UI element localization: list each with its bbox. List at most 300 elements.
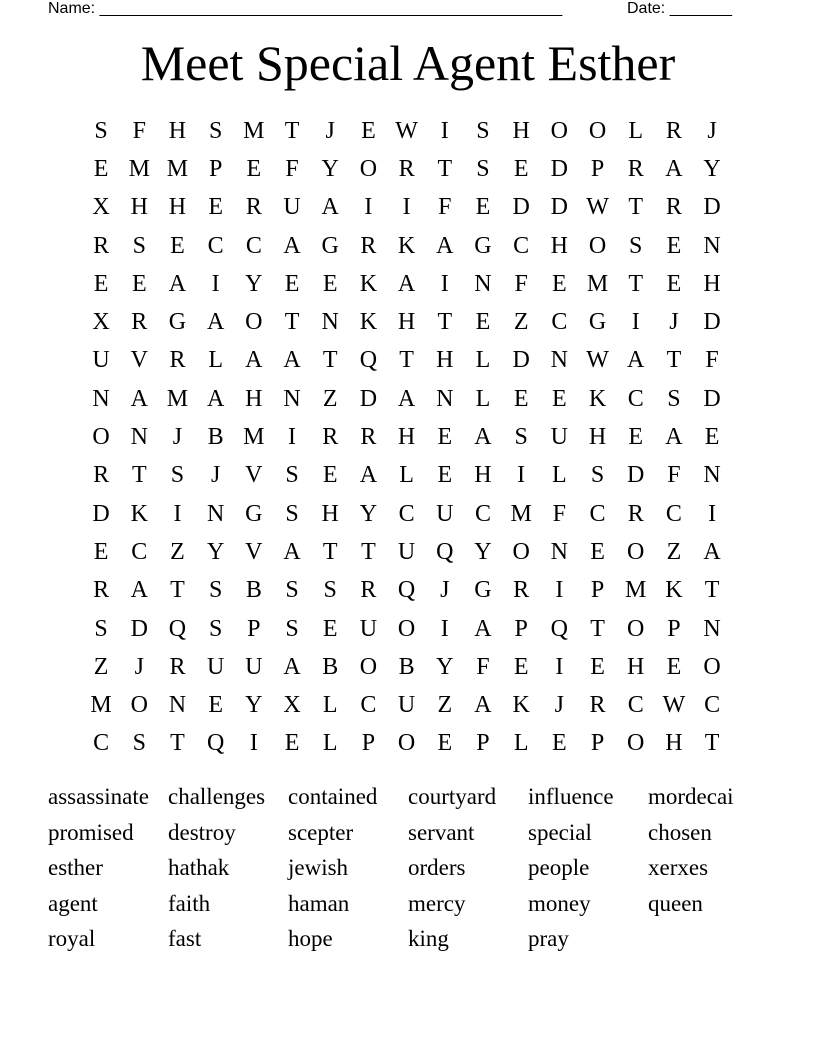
grid-letter: E	[93, 270, 109, 297]
grid-letter: H	[550, 232, 569, 259]
grid-letter: D	[703, 309, 721, 336]
grid-letter: G	[474, 577, 492, 604]
word-bank-item: challenges	[168, 784, 266, 809]
grid-letter: G	[588, 309, 607, 336]
grid-letter: I	[440, 615, 449, 642]
grid-letter: E	[284, 730, 300, 757]
grid-letter: C	[704, 692, 721, 719]
word-bank-item: influence	[528, 784, 614, 809]
grid-letter: U	[283, 194, 301, 221]
word-bank-item: chosen	[648, 819, 712, 845]
grid-letter: R	[131, 309, 148, 336]
grid-letter: M	[243, 424, 265, 451]
grid-letter: I	[555, 653, 564, 680]
grid-letter: Q	[206, 730, 225, 757]
grid-letter: R	[665, 194, 682, 221]
grid-letter: Q	[397, 577, 416, 604]
grid-letter: A	[665, 155, 683, 182]
grid-letter: T	[322, 347, 338, 374]
grid-letter: S	[590, 462, 605, 489]
grid-letter: I	[708, 500, 717, 527]
grid-letter: C	[474, 500, 491, 527]
grid-letter: N	[168, 692, 187, 719]
grid-letter: R	[627, 155, 644, 182]
grid-letter: E	[93, 538, 109, 565]
grid-letter: O	[130, 692, 148, 719]
grid-letter: I	[211, 270, 220, 297]
grid-letter: R	[360, 232, 377, 259]
grid-letter: P	[476, 730, 490, 757]
grid-letter: N	[283, 385, 301, 412]
grid-letter: Z	[437, 692, 453, 719]
grid-letter: E	[475, 309, 491, 336]
grid-letter: M	[625, 577, 647, 604]
grid-letter: R	[665, 117, 682, 144]
grid-letter: S	[514, 424, 528, 451]
grid-letter: E	[437, 730, 453, 757]
grid-letter: P	[590, 730, 605, 757]
grid-letter: A	[474, 615, 492, 642]
grid-letter: O	[397, 730, 416, 757]
grid-letter: L	[628, 117, 644, 144]
grid-letter: E	[284, 270, 300, 297]
grid-letter: T	[170, 577, 185, 604]
grid-letter: D	[92, 500, 110, 527]
grid-letter: Y	[245, 692, 263, 719]
word-bank-item: faith	[168, 890, 211, 916]
grid-letter: Y	[245, 270, 263, 297]
grid-letter: C	[627, 385, 644, 412]
grid-letter: I	[555, 577, 564, 604]
grid-letter: I	[631, 309, 640, 336]
grid-letter: W	[586, 347, 609, 374]
grid-letter: K	[359, 309, 378, 336]
grid-letter: D	[550, 155, 569, 182]
grid-letter: I	[402, 194, 411, 221]
grid-letter: D	[512, 194, 530, 221]
grid-letter: V	[245, 462, 263, 489]
grid-letter: T	[284, 309, 300, 336]
grid-letter: H	[130, 194, 148, 221]
grid-letter: H	[245, 385, 263, 412]
grid-letter: E	[513, 385, 529, 412]
word-bank-item: contained	[288, 784, 378, 809]
grid-letter: J	[669, 309, 679, 336]
grid-letter: T	[361, 538, 376, 565]
grid-letter: L	[475, 347, 491, 374]
grid-letter: L	[322, 692, 338, 719]
grid-letter: U	[245, 653, 263, 680]
grid-letter: A	[397, 385, 416, 412]
grid-letter: H	[474, 462, 492, 489]
grid-letter: L	[552, 462, 567, 489]
grid-letter: I	[249, 730, 258, 757]
word-bank-item: promised	[48, 819, 134, 845]
grid-letter: I	[440, 117, 449, 144]
grid-letter: Y	[474, 538, 492, 565]
grid-letter: I	[517, 462, 526, 489]
grid-letter: I	[440, 270, 449, 297]
grid-letter: A	[283, 347, 301, 374]
grid-letter: S	[285, 462, 299, 489]
grid-letter: F	[705, 347, 719, 374]
grid-letter: R	[93, 232, 110, 259]
grid-letter: J	[172, 424, 183, 451]
grid-letter: N	[550, 347, 569, 374]
grid-letter: R	[93, 577, 110, 604]
grid-letter: T	[628, 270, 644, 297]
grid-letter: E	[131, 270, 147, 297]
grid-letter: N	[321, 309, 339, 336]
grid-letter: P	[208, 155, 223, 182]
grid-letter: H	[703, 270, 721, 297]
word-bank-item: hathak	[168, 855, 230, 881]
grid-letter: L	[208, 347, 223, 374]
grid-letter: K	[359, 270, 378, 297]
word-bank-item: pray	[528, 926, 569, 952]
word-bank-item: orders	[408, 855, 466, 881]
grid-letter: S	[208, 615, 223, 642]
grid-letter: P	[590, 577, 605, 604]
grid-letter: E	[437, 462, 453, 489]
grid-letter: U	[92, 347, 110, 374]
grid-letter: K	[665, 577, 683, 604]
grid-letter: O	[359, 653, 378, 680]
grid-letter: Z	[322, 385, 338, 412]
grid-letter: E	[590, 538, 605, 565]
word-bank-item: xerxes	[648, 855, 709, 881]
grid-letter: S	[170, 462, 185, 489]
grid-letter: E	[437, 424, 453, 451]
grid-letter: O	[245, 309, 263, 336]
grid-letter: R	[169, 653, 186, 680]
grid-letter: R	[245, 194, 262, 221]
grid-letter: Z	[513, 309, 529, 336]
grid-letter: R	[589, 692, 606, 719]
grid-letter: B	[322, 653, 339, 680]
grid-letter: F	[514, 270, 528, 297]
grid-letter: R	[322, 424, 339, 451]
grid-letter: M	[166, 155, 189, 182]
grid-letter: G	[474, 232, 492, 259]
grid-letter: A	[283, 538, 301, 565]
grid-letter: Y	[703, 155, 721, 182]
letter-grid	[82, 112, 732, 763]
grid-letter: O	[92, 424, 110, 451]
grid-letter: K	[397, 232, 416, 259]
grid-letter: O	[588, 117, 607, 144]
grid-letter: R	[360, 424, 377, 451]
grid-letter: E	[361, 117, 376, 144]
grid-letter: Y	[436, 653, 454, 680]
grid-letter: E	[322, 462, 338, 489]
grid-letter: G	[245, 500, 263, 527]
grid-letter: M	[90, 692, 112, 719]
grid-letter: C	[93, 730, 110, 757]
grid-letter: T	[284, 117, 300, 144]
grid-letter: H	[512, 117, 530, 144]
grid-letter: M	[243, 117, 265, 144]
word-bank-item: jewish	[288, 855, 349, 881]
grid-letter: F	[438, 194, 452, 221]
grid-letter: U	[397, 692, 416, 719]
grid-letter: J	[707, 117, 717, 144]
grid-letter: E	[513, 155, 529, 182]
grid-letter: E	[246, 155, 262, 182]
grid-letter: O	[359, 155, 378, 182]
grid-letter: S	[476, 155, 490, 182]
grid-letter: O	[512, 538, 530, 565]
grid-letter: T	[704, 577, 720, 604]
grid-letter: A	[245, 347, 263, 374]
grid-letter: S	[94, 615, 108, 642]
grid-letter: F	[552, 500, 567, 527]
grid-letter: A	[397, 270, 416, 297]
grid-letter: S	[94, 117, 108, 144]
word-bank-item: destroy	[168, 819, 236, 845]
grid-letter: U	[550, 424, 569, 451]
grid-letter: G	[168, 309, 187, 336]
grid-letter: U	[359, 615, 378, 642]
grid-letter: N	[436, 385, 454, 412]
grid-letter: R	[627, 500, 644, 527]
grid-letter: H	[168, 117, 187, 144]
grid-letter: O	[627, 615, 645, 642]
grid-letter: A	[474, 424, 492, 451]
grid-letter: F	[476, 653, 490, 680]
grid-letter: C	[665, 500, 682, 527]
grid-letter: A	[206, 309, 225, 336]
name-field-label: Name: ____________________________________________________	[48, 0, 563, 17]
grid-letter: J	[325, 117, 335, 144]
word-bank	[48, 779, 768, 957]
grid-letter: R	[360, 577, 377, 604]
grid-letter: W	[586, 194, 609, 221]
grid-letter: X	[283, 692, 301, 719]
grid-letter: D	[359, 385, 378, 412]
word-bank-item: queen	[648, 890, 703, 916]
grid-letter: N	[130, 424, 148, 451]
grid-letter: B	[207, 424, 224, 451]
grid-letter: Z	[170, 538, 185, 565]
grid-letter: Z	[666, 538, 682, 565]
word-bank-item: scepter	[288, 819, 354, 845]
grid-letter: B	[398, 653, 415, 680]
grid-letter: S	[132, 232, 146, 259]
grid-letter: E	[666, 232, 682, 259]
grid-letter: M	[128, 155, 150, 182]
word-bank-item: mordecai	[648, 784, 734, 809]
grid-letter: Q	[550, 615, 569, 642]
grid-letter: N	[474, 270, 492, 297]
grid-letter: E	[704, 424, 720, 451]
grid-letter: P	[361, 730, 376, 757]
grid-letter: A	[283, 653, 301, 680]
grid-letter: E	[513, 653, 529, 680]
grid-letter: L	[475, 385, 491, 412]
word-bank-item: courtyard	[408, 784, 497, 809]
grid-letter: T	[704, 730, 720, 757]
grid-letter: A	[474, 692, 492, 719]
grid-letter: L	[322, 730, 338, 757]
page-title: Meet Special Agent Esther	[140, 35, 676, 91]
grid-letter: A	[130, 577, 148, 604]
grid-letter: S	[285, 577, 299, 604]
grid-letter: T	[131, 462, 147, 489]
grid-letter: E	[666, 653, 682, 680]
grid-letter: M	[510, 500, 532, 527]
grid-letter: L	[399, 462, 414, 489]
grid-letter: O	[550, 117, 569, 144]
grid-letter: J	[210, 462, 221, 489]
date-field-label: Date: _______	[627, 0, 732, 17]
grid-letter: O	[397, 615, 416, 642]
grid-letter: H	[397, 309, 416, 336]
grid-letter: O	[588, 232, 607, 259]
word-bank-item: special	[528, 819, 592, 845]
grid-letter: S	[476, 117, 490, 144]
grid-letter: E	[322, 270, 338, 297]
grid-letter: M	[586, 270, 609, 297]
grid-letter: S	[132, 730, 146, 757]
grid-letter: D	[627, 462, 645, 489]
grid-letter: C	[398, 500, 415, 527]
grid-letter: N	[703, 232, 721, 259]
word-bank-item: haman	[288, 890, 350, 916]
grid-letter: A	[206, 385, 225, 412]
grid-letter: B	[245, 577, 262, 604]
grid-letter: Q	[436, 538, 454, 565]
grid-letter: W	[395, 117, 418, 144]
grid-letter: A	[665, 424, 683, 451]
grid-letter: J	[134, 653, 144, 680]
grid-letter: E	[590, 653, 605, 680]
grid-letter: A	[359, 462, 378, 489]
grid-letter: E	[322, 615, 338, 642]
grid-letter: E	[552, 385, 567, 412]
grid-letter: N	[206, 500, 225, 527]
grid-letter: P	[514, 615, 528, 642]
grid-letter: A	[130, 385, 148, 412]
grid-letter: H	[168, 194, 187, 221]
grid-letter: N	[92, 385, 110, 412]
word-bank-item: agent	[48, 890, 98, 916]
grid-letter: T	[399, 347, 414, 374]
grid-letter: A	[283, 232, 301, 259]
grid-letter: Q	[168, 615, 187, 642]
grid-letter: K	[130, 500, 148, 527]
grid-letter: C	[627, 692, 644, 719]
grid-letter: T	[437, 155, 453, 182]
worksheet-header	[48, 0, 748, 20]
grid-letter: O	[627, 730, 645, 757]
word-bank-item: money	[528, 890, 591, 916]
grid-letter: D	[550, 194, 569, 221]
grid-letter: C	[551, 309, 568, 336]
grid-letter: N	[703, 615, 721, 642]
grid-letter: S	[323, 577, 337, 604]
grid-letter: H	[665, 730, 683, 757]
grid-letter: E	[552, 270, 567, 297]
grid-letter: T	[590, 615, 605, 642]
grid-letter: U	[397, 538, 416, 565]
grid-letter: H	[321, 500, 339, 527]
grid-letter: Q	[359, 347, 378, 374]
grid-letter: A	[321, 194, 339, 221]
grid-letter: H	[588, 424, 607, 451]
grid-letter: X	[92, 309, 110, 336]
grid-letter: H	[397, 424, 416, 451]
grid-letter: W	[662, 692, 686, 719]
grid-letter: U	[206, 653, 225, 680]
grid-letter: F	[132, 117, 146, 144]
grid-letter: I	[173, 500, 182, 527]
grid-letter: Y	[206, 538, 225, 565]
grid-letter: R	[169, 347, 186, 374]
grid-letter: D	[703, 194, 721, 221]
grid-letter: O	[627, 538, 645, 565]
grid-letter: E	[208, 194, 223, 221]
grid-letter: U	[436, 500, 454, 527]
word-bank-item: fast	[168, 926, 202, 952]
grid-letter: A	[703, 538, 721, 565]
grid-letter: I	[288, 424, 297, 451]
grid-letter: C	[589, 500, 606, 527]
grid-letter: V	[130, 347, 148, 374]
grid-letter: H	[627, 653, 645, 680]
grid-letter: C	[131, 538, 148, 565]
grid-letter: F	[667, 462, 681, 489]
word-bank-item: esther	[48, 855, 103, 881]
word-bank-item: hope	[288, 926, 333, 952]
grid-letter: K	[512, 692, 530, 719]
grid-letter: S	[285, 500, 299, 527]
grid-letter: P	[590, 155, 605, 182]
word-bank-item: mercy	[408, 890, 466, 916]
grid-letter: T	[437, 309, 453, 336]
grid-letter: E	[552, 730, 567, 757]
grid-letter: O	[703, 653, 721, 680]
grid-letter: A	[168, 270, 187, 297]
grid-letter: C	[207, 232, 224, 259]
grid-letter: L	[513, 730, 529, 757]
word-bank-item: royal	[48, 926, 96, 952]
grid-letter: E	[93, 155, 109, 182]
grid-letter: A	[627, 347, 645, 374]
grid-letter: T	[322, 538, 338, 565]
grid-letter: A	[436, 232, 454, 259]
grid-letter: Y	[321, 155, 339, 182]
grid-letter: N	[550, 538, 569, 565]
grid-letter: D	[703, 385, 721, 412]
grid-letter: S	[629, 232, 643, 259]
grid-letter: G	[321, 232, 339, 259]
grid-letter: E	[170, 232, 185, 259]
grid-letter: F	[285, 155, 299, 182]
grid-letter: S	[667, 385, 681, 412]
grid-letter: R	[93, 462, 110, 489]
grid-letter: I	[364, 194, 373, 221]
grid-letter: S	[285, 615, 299, 642]
grid-letter: C	[513, 232, 530, 259]
word-bank-item: people	[528, 855, 590, 881]
grid-letter: S	[208, 117, 223, 144]
grid-letter: S	[208, 577, 223, 604]
grid-letter: D	[512, 347, 530, 374]
grid-letter: E	[475, 194, 491, 221]
grid-letter: V	[245, 538, 263, 565]
grid-letter: P	[247, 615, 261, 642]
